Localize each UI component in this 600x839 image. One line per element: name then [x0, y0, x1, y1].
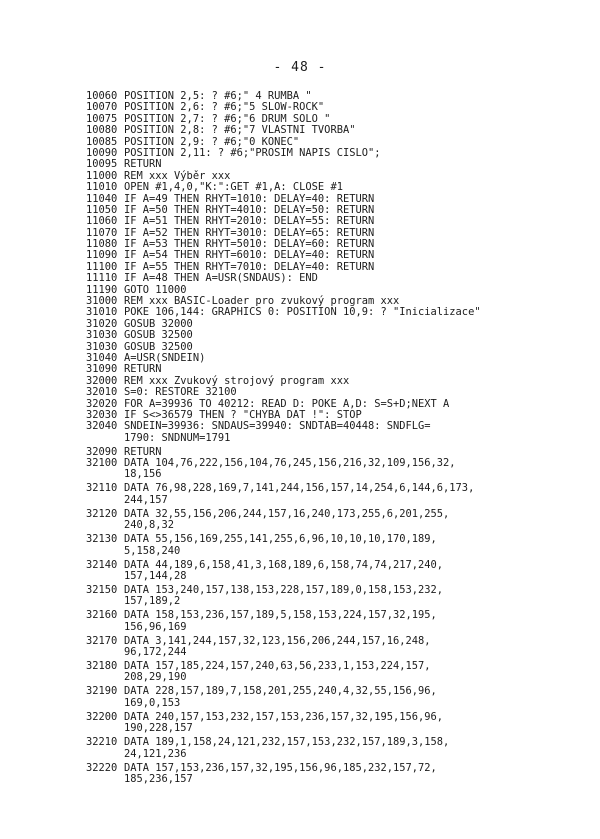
- line-number: 11110: [86, 272, 118, 285]
- line-number: 32130: [86, 533, 118, 546]
- line-code: POSITION 2,11: ? #6;"PROSIM NAPIS CISLO";: [124, 146, 381, 159]
- line-number: 11040: [86, 192, 118, 205]
- line-number: 11000: [86, 169, 118, 182]
- line-code-continuation: 240,8,32: [124, 519, 175, 532]
- line-code: SNDEIN=39936: SNDAUS=39940: SNDTAB=40448: SNDFLG=: [124, 420, 431, 433]
- line-code-continuation: 18,156: [124, 468, 162, 481]
- line-code: POKE 106,144: GRAPHICS 0: POSITION 10,9: ? "Inicializace": [124, 306, 481, 319]
- code-line: [86, 182, 586, 193]
- line-code: RETURN: [124, 158, 162, 171]
- line-code: RETURN: [124, 445, 162, 458]
- line-code: POSITION 2,8: ? #6;"7 VLASTNI TVORBA": [124, 124, 356, 137]
- code-line-continuation: [86, 698, 586, 709]
- line-code: DATA 3,141,244,157,32,123,156,206,244,157,16,248,: [124, 634, 431, 647]
- line-number: 32120: [86, 507, 118, 520]
- line-number: 32040: [86, 420, 118, 433]
- line-number: 10080: [86, 124, 118, 137]
- line-number: 31040: [86, 351, 118, 364]
- line-number: 32180: [86, 660, 118, 673]
- line-number: 10090: [86, 146, 118, 159]
- line-code-continuation: 96,172,244: [124, 646, 187, 659]
- line-number: 11090: [86, 249, 118, 262]
- line-number: 31020: [86, 317, 118, 330]
- line-code: IF A=50 THEN RHYT=4010: DELAY=50: RETURN: [124, 203, 375, 216]
- line-code: IF S<>36579 THEN ? "CHYBA DAT !": STOP: [124, 408, 362, 421]
- line-code: GOSUB 32500: [124, 340, 193, 353]
- line-number: 31010: [86, 306, 118, 319]
- line-code: IF A=49 THEN RHYT=1010: DELAY=40: RETURN: [124, 192, 375, 205]
- line-code-continuation: 5,158,240: [124, 544, 181, 557]
- line-number: 32220: [86, 761, 118, 774]
- code-line: [86, 125, 586, 136]
- line-code: DATA 240,157,153,232,157,153,236,157,32,195,156,96,: [124, 710, 444, 723]
- line-code: DATA 44,189,6,158,41,3,168,189,6,158,74,74,217,240,: [124, 558, 444, 571]
- line-code: IF A=54 THEN RHYT=6010: DELAY=40: RETURN: [124, 249, 375, 262]
- line-code-continuation: 208,29,190: [124, 671, 187, 684]
- line-code: REM xxx Výběr xxx: [124, 169, 231, 182]
- line-number: 32030: [86, 408, 118, 421]
- code-line-continuation: [86, 433, 586, 444]
- line-number: 31030: [86, 329, 118, 342]
- line-code: IF A=55 THEN RHYT=7010: DELAY=40: RETURN: [124, 260, 375, 273]
- line-code: REM xxx BASIC-Loader pro zvukový program xxx: [124, 295, 400, 308]
- line-number: 32000: [86, 374, 118, 387]
- code-line-continuation: [86, 469, 586, 480]
- line-code: DATA 158,153,236,157,189,5,158,153,224,157,32,195,: [124, 609, 437, 622]
- line-number: 32200: [86, 710, 118, 723]
- code-line-continuation: [86, 571, 586, 582]
- code-line-continuation: [86, 723, 586, 734]
- line-number: 31090: [86, 363, 118, 376]
- line-code: GOSUB 32000: [124, 317, 193, 330]
- code-line-continuation: [86, 749, 586, 760]
- line-code-continuation: 157,189,2: [124, 595, 181, 608]
- line-number: 10095: [86, 158, 118, 171]
- line-code: POSITION 2,5: ? #6;" 4 RUMBA ": [124, 90, 312, 102]
- line-number: 32190: [86, 685, 118, 698]
- line-number: 11060: [86, 215, 118, 228]
- line-code: POSITION 2,7: ? #6;"6 DRUM SOLO ": [124, 112, 331, 125]
- line-code: IF A=52 THEN RHYT=3010: DELAY=65: RETURN: [124, 226, 375, 239]
- code-line-continuation: [86, 672, 586, 683]
- line-code: DATA 157,153,236,157,32,195,156,96,185,232,157,72,: [124, 761, 437, 774]
- line-code: DATA 157,185,224,157,240,63,56,233,1,153,224,157,: [124, 660, 431, 673]
- line-number: 10085: [86, 135, 118, 148]
- line-code-continuation: 169,0,153: [124, 696, 181, 709]
- line-code-continuation: 190,228,157: [124, 722, 193, 735]
- code-line: [86, 737, 586, 748]
- code-line: [86, 330, 586, 341]
- line-number: 32010: [86, 386, 118, 399]
- line-code: DATA 189,1,158,24,121,232,157,153,232,157,189,3,158,: [124, 736, 450, 749]
- code-line: [86, 216, 586, 227]
- line-number: 31030: [86, 340, 118, 353]
- line-code: RETURN: [124, 363, 162, 376]
- line-number: 32140: [86, 558, 118, 571]
- line-number: 11070: [86, 226, 118, 239]
- line-number: 32170: [86, 634, 118, 647]
- line-number: 10060: [86, 90, 118, 102]
- code-line-continuation: [86, 596, 586, 607]
- line-number: 31000: [86, 295, 118, 308]
- line-code-continuation: 244,157: [124, 493, 168, 506]
- code-line: [86, 387, 586, 398]
- line-number: 11190: [86, 283, 118, 296]
- line-code: GOSUB 32500: [124, 329, 193, 342]
- line-code-continuation: 157,144,28: [124, 569, 187, 582]
- code-line-continuation: [86, 520, 586, 531]
- line-code: GOTO 11000: [124, 283, 187, 296]
- code-line-continuation: [86, 774, 586, 785]
- line-code: IF A=53 THEN RHYT=5010: DELAY=60: RETURN: [124, 238, 375, 251]
- line-number: 32020: [86, 397, 118, 410]
- code-line: [86, 273, 586, 284]
- line-number: 32100: [86, 457, 118, 470]
- code-line-continuation: [86, 546, 586, 557]
- line-code-continuation: 156,96,169: [124, 620, 187, 633]
- line-code-continuation: 185,236,157: [124, 772, 193, 785]
- page-number: - 48 -: [273, 60, 327, 75]
- line-number: 32090: [86, 445, 118, 458]
- line-code: DATA 32,55,156,206,244,157,16,240,173,255,6,201,255,: [124, 507, 450, 520]
- line-code: DATA 55,156,169,255,141,255,6,96,10,10,10,170,189,: [124, 533, 437, 546]
- line-code-continuation: 24,121,236: [124, 747, 187, 760]
- line-code: REM xxx Zvukový strojový program xxx: [124, 374, 350, 387]
- line-code-continuation: 1790: SNDNUM=1791: [124, 431, 231, 444]
- line-number: 11050: [86, 203, 118, 216]
- line-code: S=0: RESTORE 32100: [124, 386, 237, 399]
- code-line-continuation: [86, 647, 586, 658]
- line-number: 11080: [86, 238, 118, 251]
- line-code: DATA 153,240,157,138,153,228,157,189,0,158,153,232,: [124, 583, 444, 596]
- line-code: OPEN #1,4,0,"K:":GET #1,A: CLOSE #1: [124, 181, 343, 194]
- line-code: POSITION 2,9: ? #6;"0 KONEC": [124, 135, 300, 148]
- line-code: A=USR(SNDEIN): [124, 351, 206, 364]
- line-code: DATA 228,157,189,7,158,201,255,240,4,32,55,156,96,: [124, 685, 437, 698]
- line-number: 32210: [86, 736, 118, 749]
- line-code: DATA 104,76,222,156,104,76,245,156,216,32,109,156,32,: [124, 457, 456, 470]
- line-number: 32150: [86, 583, 118, 596]
- basic-listing: [86, 91, 586, 788]
- line-code: IF A=48 THEN A=USR(SNDAUS): END: [124, 272, 318, 285]
- line-number: 32160: [86, 609, 118, 622]
- line-code: DATA 76,98,228,169,7,141,244,156,157,14,254,6,144,6,173,: [124, 482, 475, 495]
- line-number: 11100: [86, 260, 118, 273]
- code-line-continuation: [86, 495, 586, 506]
- line-code: FOR A=39936 TO 40212: READ D: POKE A,D: S=S+D;NEXT A: [124, 397, 450, 410]
- code-line: [86, 421, 586, 432]
- line-number: 32110: [86, 482, 118, 495]
- line-code: POSITION 2,6: ? #6;"5 SLOW-ROCK": [124, 101, 325, 114]
- code-line-continuation: [86, 622, 586, 633]
- line-number: 11010: [86, 181, 118, 194]
- line-code: IF A=51 THEN RHYT=2010: DELAY=55: RETURN: [124, 215, 375, 228]
- line-number: 10075: [86, 112, 118, 125]
- line-number: 10070: [86, 101, 118, 114]
- code-line: [86, 534, 586, 545]
